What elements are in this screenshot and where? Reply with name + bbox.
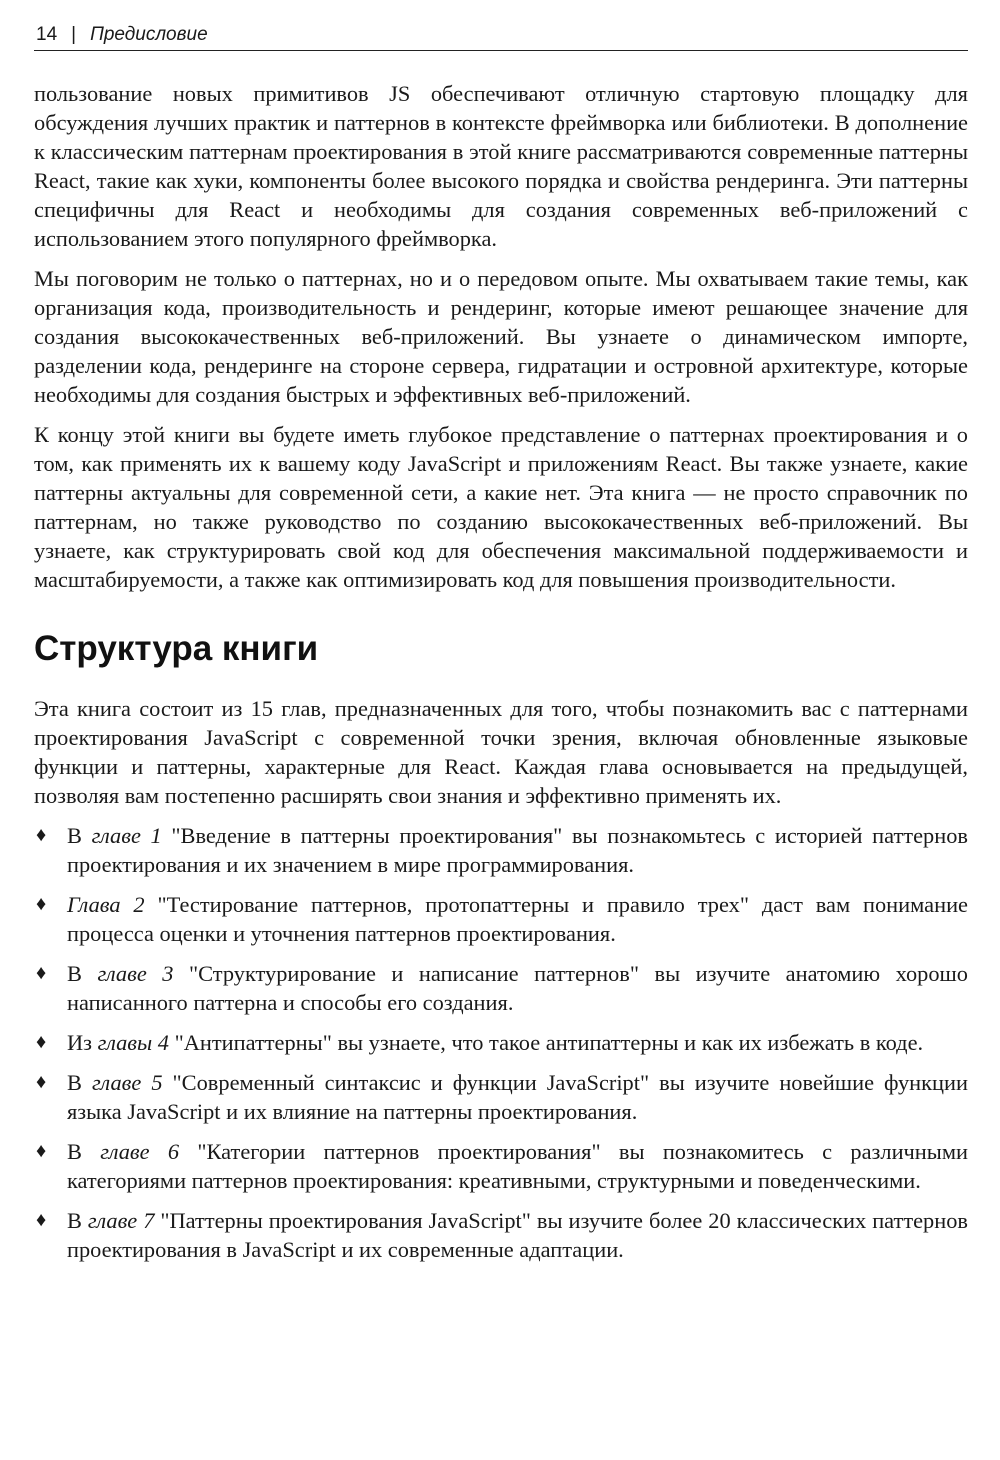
chapter-description: "Тестирование паттернов, протопаттерны и правило трех" даст вам понимание процесса оценки и уточнения паттернов проектирования. [67,892,968,946]
paragraph: Мы поговорим не только о паттернах, но и о передовом опыте. Мы охватываем такие темы, как организация кода, производительность и рендеринг, которые имеют решающее значение для создания высококачественных веб-приложений. Вы узнаете о динамическом импорте, разделении кода, рендеринге на стороне сервера, гидратации и островной архитектуре, которые необходимы для создания быстрых и эффективных веб-приложений. [34,266,968,407]
chapter-lead: Из [67,1030,98,1055]
diamond-bullet-icon: ♦ [36,824,47,846]
chapter-list-item [34,821,968,879]
page-number: 14 [36,24,58,45]
chapter-lead: В [67,961,98,986]
chapter-description: "Введение в паттерны проектирования" вы познакомьтесь с историей паттернов проектирования и их значением в мире программирования. [67,823,968,877]
chapter-list-item [34,1137,968,1195]
section-heading: Структура книги [34,629,319,668]
chapter-list-item [34,890,968,948]
chapter-description: "Паттерны проектирования JavaScript" вы изучите более 20 классических паттернов проектирования в JavaScript и их современные адаптации. [67,1208,968,1262]
chapter-description: "Категории паттернов проектирования" вы познакомитесь с различными категориями паттернов проектирования: креативными, структурными и поведенческими. [67,1139,968,1193]
chapter-reference: главы 4 [97,1030,169,1055]
page-body [34,79,968,1264]
diamond-bullet-icon: ♦ [36,1209,47,1231]
paragraph: К концу этой книги вы будете иметь глубокое представление о паттернах проектирования и о том, как применять их к вашему коду JavaScript и приложениям React. Вы также узнаете, какие паттерны актуальны для современной сети, а какие нет. Эта книга — не просто справочник по паттернам, но также руководство по созданию высококачественных веб-приложений. Вы узнаете, как структурировать свой код для обеспечения максимальной поддерживаемости и масштабируемости, а также как оптимизировать код для повышения производительности. [34,422,968,592]
diamond-bullet-icon: ♦ [36,1071,47,1093]
header-separator: | [71,24,77,45]
chapter-lead: В [67,1139,101,1164]
running-header [34,20,968,51]
chapter-description: "Структурирование и написание паттернов" вы изучите анатомию хорошо написанного паттерна и способы его создания. [67,961,968,1015]
chapter-lead: В [67,823,92,848]
diamond-bullet-icon: ♦ [36,962,47,984]
chapter-list [34,821,968,1264]
chapter-reference: Глава 2 [67,892,145,917]
chapter-lead: В [67,1208,88,1233]
diamond-bullet-icon: ♦ [36,893,47,915]
chapter-reference: главе 1 [91,823,162,848]
chapter-list-item [34,1206,968,1264]
chapter-description: "Современный синтаксис и функции JavaScript" вы изучите новейшие функции языка JavaScript и их влияние на паттерны проектирования. [67,1070,968,1124]
paragraph: пользование новых примитивов JS обеспечивают отличную стартовую площадку для обсуждения лучших практик и паттернов в контексте фреймворка или библиотеки. В дополнение к классическим паттернам проектирования в этой книге рассматриваются современные паттерны React, такие как хуки, компоненты более высокого порядка и свойства рендеринга. Эти паттерны специфичны для React и необходимы для создания современных веб-приложений с использованием этого популярного фреймворка. [34,81,968,251]
diamond-bullet-icon: ♦ [36,1140,47,1162]
chapter-reference: главе 6 [100,1139,180,1164]
chapter-list-item [34,1028,968,1057]
chapter-description: "Антипаттерны" вы узнаете, что такое антипаттерны и как их избежать в коде. [168,1030,924,1055]
chapter-reference: главе 5 [91,1070,163,1095]
chapter-lead: В [67,1070,92,1095]
chapter-reference: главе 7 [87,1208,155,1233]
chapter-list-item [34,1068,968,1126]
chapter-list-item [34,959,968,1017]
book-page [34,20,968,1275]
chapter-reference: главе 3 [97,961,174,986]
diamond-bullet-icon: ♦ [36,1031,47,1053]
running-section-title: Предисловие [90,24,208,45]
section-intro-paragraph: Эта книга состоит из 15 глав, предназначенных для того, чтобы познакомить вас с паттернами проектирования JavaScript с современной точки зрения, включая обновленные языковые функции и паттерны, характерные для React. Каждая глава основывается на предыдущей, позволяя вам постепенно расширять свои знания и эффективно применять их. [34,696,968,808]
